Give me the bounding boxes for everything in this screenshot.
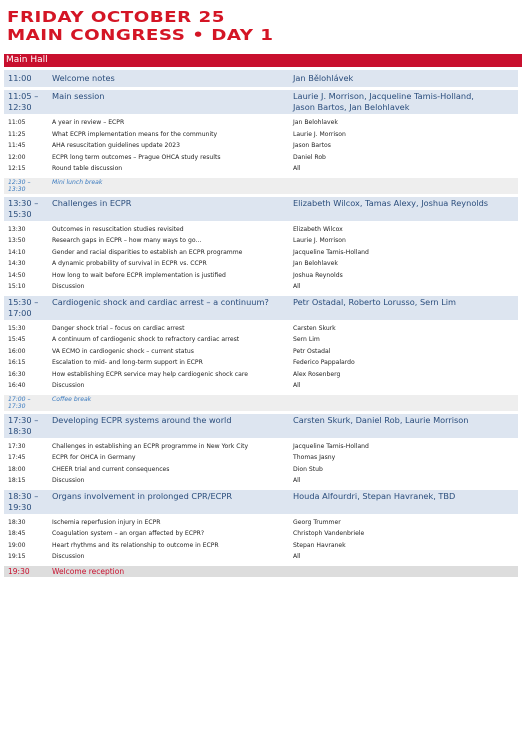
schedule-row <box>4 346 518 358</box>
speakers-cell: All <box>293 165 301 172</box>
congress-title: MAIN CONGRESS • DAY 1 <box>7 26 274 44</box>
title-cell: How long to wait before ECPR implementation is justified <box>52 271 226 279</box>
time-cell: 16:00 <box>8 347 26 355</box>
speakers-cell: Laurie J. Morrison <box>293 237 346 244</box>
time-cell: 13:50 <box>8 237 26 244</box>
break-row <box>4 178 518 194</box>
title-cell: Escalation to mid- and long-term support in ECPR <box>52 359 203 366</box>
schedule-table <box>4 70 518 577</box>
title-cell: Discussion <box>52 382 85 389</box>
session-row <box>4 197 518 221</box>
time-cell: 17:30 – 18:30 <box>8 414 39 436</box>
speakers-cell: Petr Ostadal, Roberto Lorusso, Sern Lim <box>293 296 457 307</box>
title-cell: Challenges in establishing an ECPR programme in New York City <box>52 442 249 450</box>
time-cell: 12:30 – 13:30 <box>8 178 31 193</box>
time-cell: 18:15 <box>8 477 26 484</box>
time-cell: 12:15 <box>8 165 26 172</box>
speakers-cell: Laurie J. Morrison, Jacqueline Tamis-Holland, Jason Bartos, Jan Belohlavek <box>293 91 474 112</box>
speakers-cell: Joshua Reynolds <box>293 271 343 279</box>
schedule-row <box>4 551 518 563</box>
speakers-cell: All <box>293 382 301 389</box>
title-cell: Discussion <box>52 553 85 560</box>
title-cell: Cardiogenic shock and cardiac arrest – a continuum? <box>52 296 269 307</box>
schedule-row <box>4 464 518 476</box>
time-cell: 11:25 <box>8 130 26 138</box>
speakers-cell: All <box>293 553 301 560</box>
speakers-cell: Dion Stub <box>293 465 323 473</box>
speakers-cell: Jan Bělohlávek <box>293 73 354 83</box>
schedule-row <box>4 540 518 552</box>
title-cell: How establishing ECPR service may help cardiogenic shock care <box>52 370 248 378</box>
time-cell: 14:30 <box>8 260 26 267</box>
schedule-row <box>4 334 518 346</box>
speakers-cell: Alex Rosenberg <box>293 370 341 378</box>
title-cell: Coagulation system – an organ affected by ECPR? <box>52 530 205 537</box>
time-cell: 11:05 <box>8 119 26 126</box>
schedule-row <box>4 452 518 464</box>
speakers-cell: Houda Alfourdri, Stepan Havranek, TBD <box>293 490 456 501</box>
speakers-cell: Georg Trummer <box>293 518 341 526</box>
speakers-cell: Federico Pappalardo <box>293 359 355 366</box>
title-cell: Organs involvement in prolonged CPR/ECPR <box>52 490 233 501</box>
title-cell: ECPR long term outcomes – Prague OHCA study results <box>52 153 221 161</box>
time-cell: 14:10 <box>8 248 26 256</box>
time-cell: 14:50 <box>8 271 26 279</box>
speakers-cell: Laurie J. Morrison <box>293 130 346 138</box>
time-cell: 11:00 <box>8 73 32 83</box>
schedule-row <box>4 258 518 270</box>
schedule-row <box>4 117 518 129</box>
time-cell: 11:05 – 12:30 <box>8 91 39 112</box>
time-cell: 18:45 <box>8 530 26 537</box>
time-cell: 12:00 <box>8 153 26 161</box>
time-cell: 17:45 <box>8 454 26 461</box>
schedule-row <box>4 475 518 487</box>
schedule-row <box>4 224 518 236</box>
time-cell: 17:00 – 17:30 <box>8 395 31 410</box>
speakers-cell: All <box>293 283 301 290</box>
schedule-row <box>4 528 518 540</box>
session-row <box>4 296 518 320</box>
title-cell: Coffee break <box>52 395 92 403</box>
title-cell: Developing ECPR systems around the world <box>52 414 232 425</box>
time-cell: 18:30 <box>8 518 26 526</box>
time-cell: 16:30 <box>8 370 26 378</box>
time-cell: 15:45 <box>8 336 26 343</box>
title-cell: What ECPR implementation means for the community <box>52 130 218 138</box>
time-cell: 19:30 <box>8 566 30 576</box>
schedule-row <box>4 247 518 259</box>
title-cell: Mini lunch break <box>52 178 103 186</box>
schedule-row <box>4 129 518 141</box>
speakers-cell: Daniel Rob <box>293 153 326 161</box>
schedule-row <box>4 380 518 392</box>
schedule-row <box>4 281 518 293</box>
speakers-cell: Jacqueline Tamis-Holland <box>293 442 369 450</box>
time-cell: 13:30 – 15:30 <box>8 197 39 219</box>
speakers-cell: Petr Ostadal <box>293 347 331 355</box>
title-cell: Discussion <box>52 283 85 290</box>
schedule-row <box>4 369 518 381</box>
speakers-cell: Stepan Havranek <box>293 541 346 549</box>
session-row <box>4 414 518 438</box>
speakers-cell: Thomas Jasny <box>293 454 336 461</box>
title-cell: ECPR for OHCA in Germany <box>52 454 136 461</box>
title-cell: Main session <box>52 91 105 101</box>
schedule-row <box>4 270 518 282</box>
title-cell: Research gaps in ECPR – how many ways to go... <box>52 237 202 244</box>
time-cell: 16:15 <box>8 359 26 366</box>
schedule-row <box>4 140 518 152</box>
title-cell: CHEER trial and current consequences <box>52 465 170 473</box>
speakers-cell: Jacqueline Tamis-Holland <box>293 248 369 256</box>
title-cell: A continuum of cardiogenic shock to refractory cardiac arrest <box>52 336 240 343</box>
time-cell: 13:30 <box>8 225 26 233</box>
time-cell: 15:10 <box>8 283 26 290</box>
speakers-cell: Elizabeth Wilcox, Tamas Alexy, Joshua Reynolds <box>293 197 489 208</box>
title-cell: VA ECMO in cardiogenic shock – current status <box>52 347 194 355</box>
time-cell: 18:30 – 19:30 <box>8 490 39 512</box>
schedule-row <box>4 357 518 369</box>
time-cell: 16:40 <box>8 382 26 389</box>
title-cell: Danger shock trial – focus on cardiac arrest <box>52 324 185 332</box>
time-cell: 19:00 <box>8 541 26 549</box>
title-cell: Welcome reception <box>52 566 125 576</box>
title-cell: Outcomes in resuscitation studies revisited <box>52 225 184 233</box>
title-cell: A year in review – ECPR <box>52 119 125 126</box>
schedule-row <box>4 323 518 335</box>
session-row <box>4 490 518 514</box>
reception-row <box>4 566 518 577</box>
speakers-cell: Elizabeth Wilcox <box>293 225 343 233</box>
hall-label: Main Hall <box>4 54 522 67</box>
schedule-row <box>4 163 518 175</box>
title-cell: Ischemia reperfusion injury in ECPR <box>52 518 161 526</box>
speakers-cell: Carsten Skurk, Daniel Rob, Laurie Morrison <box>293 414 469 425</box>
schedule-row <box>4 235 518 247</box>
title-cell: Heart rhythms and its relationship to outcome in ECPR <box>52 541 219 549</box>
title-cell: Gender and racial disparities to establish an ECPR programme <box>52 248 243 256</box>
time-cell: 17:30 <box>8 442 26 450</box>
title-cell: A dynamic probability of survival in ECPR vs. CCPR <box>52 260 207 267</box>
page-header <box>7 8 274 44</box>
time-cell: 11:45 <box>8 142 26 149</box>
speakers-cell: All <box>293 477 301 484</box>
title-cell: Round table discussion <box>52 165 123 172</box>
title-cell: Challenges in ECPR <box>52 197 132 208</box>
time-cell: 19:15 <box>8 553 26 560</box>
session-row <box>4 70 518 87</box>
title-cell: Discussion <box>52 477 85 484</box>
speakers-cell: Jason Bartos <box>293 142 331 149</box>
schedule-row <box>4 517 518 529</box>
schedule-row <box>4 152 518 164</box>
day-title: FRIDAY OCTOBER 25 <box>7 8 225 26</box>
schedule-row <box>4 441 518 453</box>
speakers-cell: Jan Belohlavek <box>293 119 338 126</box>
title-cell: AHA resuscitation guidelines update 2023 <box>52 142 181 149</box>
time-cell: 18:00 <box>8 465 26 473</box>
time-cell: 15:30 – 17:00 <box>8 296 39 318</box>
session-row <box>4 90 518 114</box>
speakers-cell: Jan Belohlavek <box>293 260 338 267</box>
time-cell: 15:30 <box>8 324 26 332</box>
speakers-cell: Sern Lim <box>293 336 320 343</box>
title-cell: Welcome notes <box>52 73 115 83</box>
speakers-cell: Christoph Vandenbriele <box>293 530 365 537</box>
break-row <box>4 395 518 411</box>
speakers-cell: Carsten Skurk <box>293 324 336 332</box>
